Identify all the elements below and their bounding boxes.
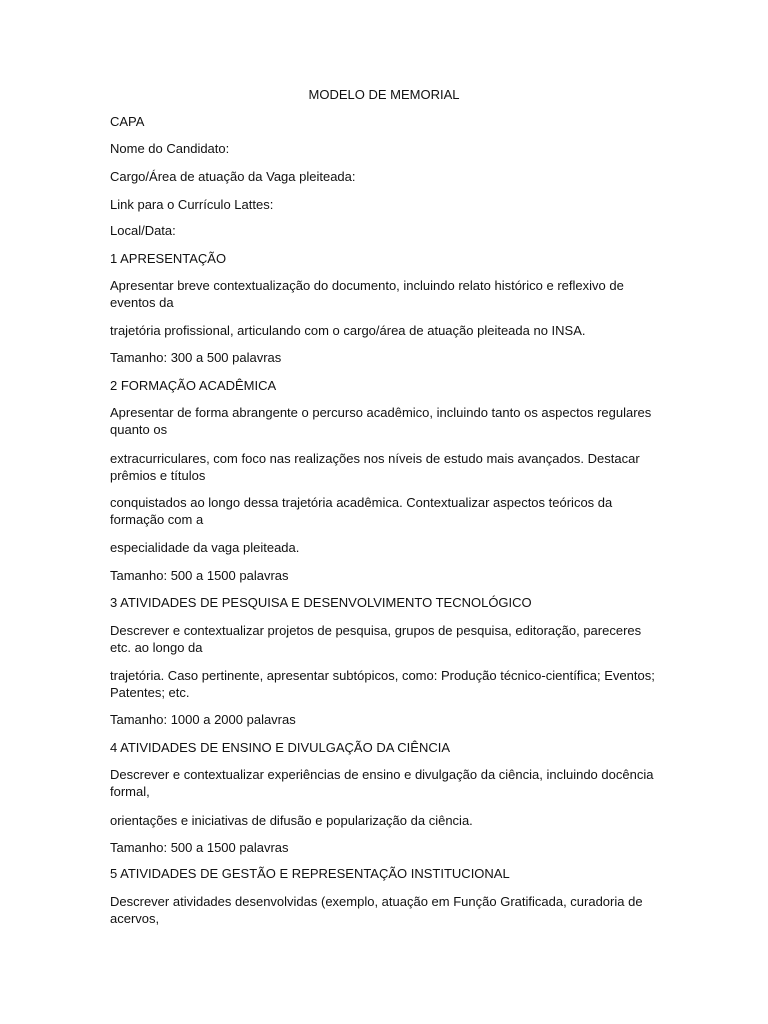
paragraph-line: Apresentar breve contextualização do documento, incluindo relato histórico e reflexivo de eventos da [110,278,624,310]
section-heading-5: 5 ATIVIDADES DE GESTÃO E REPRESENTAÇÃO INSTITUCIONAL [110,866,510,881]
word-count-note: Tamanho: 500 a 1500 palavras [110,840,289,855]
field-position-area: Cargo/Área de atuação da Vaga pleiteada: [110,169,356,184]
paragraph-line: Apresentar de forma abrangente o percurso acadêmico, incluindo tanto os aspectos regulares quanto os [110,405,652,437]
paragraph-line: Descrever e contextualizar projetos de pesquisa, grupos de pesquisa, editoração, pareceres etc. ao longo da [110,623,642,655]
word-count-note: Tamanho: 300 a 500 palavras [110,350,282,365]
field-candidate-name: Nome do Candidato: [110,141,230,156]
field-place-date: Local/Data: [110,223,176,238]
word-count-note: Tamanho: 500 a 1500 palavras [110,568,289,583]
section-heading-3: 3 ATIVIDADES DE PESQUISA E DESENVOLVIMENTO TECNOLÓGICO [110,595,532,610]
section-heading-4: 4 ATIVIDADES DE ENSINO E DIVULGAÇÃO DA CIÊNCIA [110,740,451,755]
paragraph-line: Descrever e contextualizar experiências de ensino e divulgação da ciência, incluindo docência formal, [110,767,654,799]
paragraph-line: especialidade da vaga pleiteada. [110,540,300,555]
paragraph-line: trajetória. Caso pertinente, apresentar subtópicos, como: Produção técnico-científica; Eventos; Patentes; etc. [110,668,655,700]
paragraph-line: orientações e iniciativas de difusão e popularização da ciência. [110,813,473,828]
word-count-note: Tamanho: 1000 a 2000 palavras [110,712,296,727]
document-title: MODELO DE MEMORIAL [308,87,460,102]
paragraph-line: extracurriculares, com foco nas realizações nos níveis de estudo mais avançados. Destacar prêmios e títulos [110,451,640,483]
section-label-capa: CAPA [110,114,145,129]
paragraph-line: trajetória profissional, articulando com o cargo/área de atuação pleiteada no INSA. [110,323,586,338]
field-lattes-link: Link para o Currículo Lattes: [110,197,274,212]
paragraph-line: conquistados ao longo dessa trajetória acadêmica. Contextualizar aspectos teóricos da formação com a [110,495,613,527]
paragraph-line: Descrever atividades desenvolvidas (exemplo, atuação em Função Gratificada, curadoria de acervos, [110,894,643,926]
section-heading-2: 2 FORMAÇÃO ACADÊMICA [110,378,277,393]
section-heading-1: 1 APRESENTAÇÃO [110,251,227,266]
